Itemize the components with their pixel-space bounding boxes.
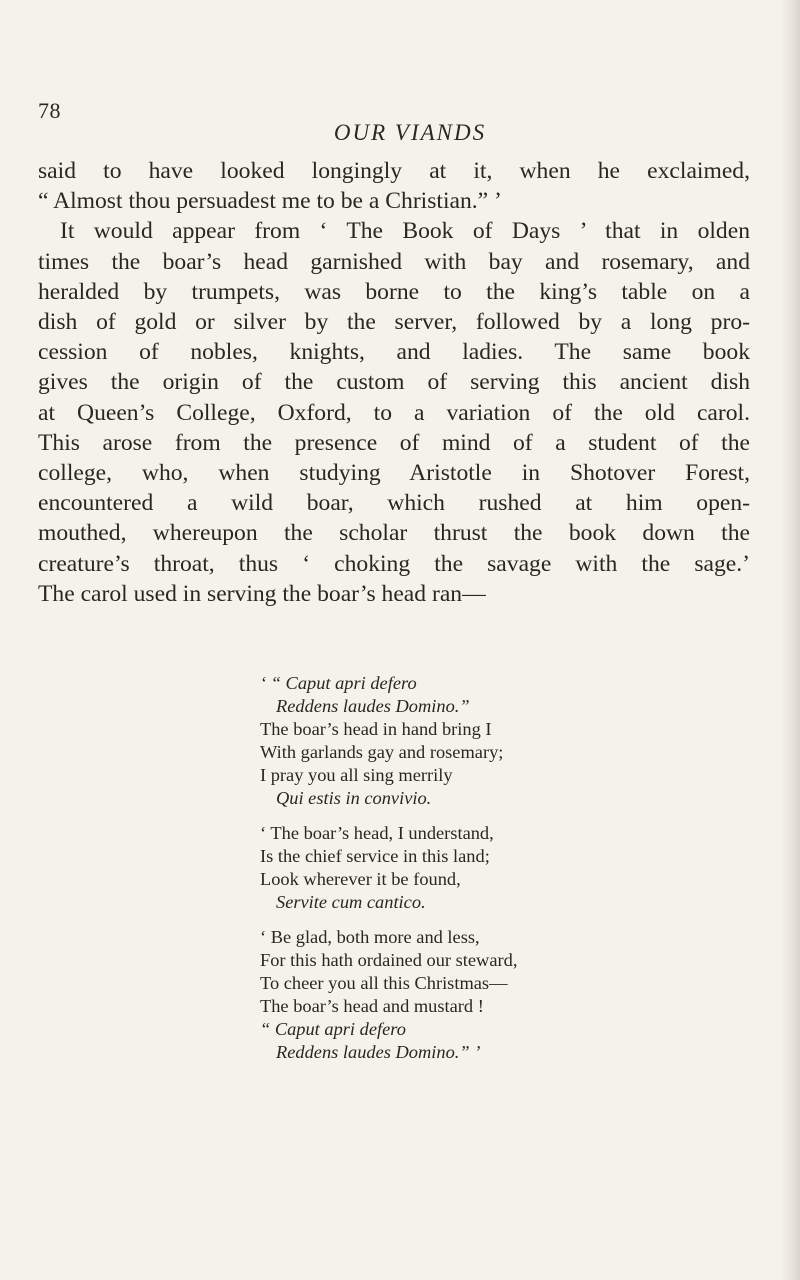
body-line: The carol used in serving the boar’s head ran— <box>38 580 486 607</box>
verse-line: The boar’s head in hand bring I <box>260 719 492 739</box>
body-line: “ Almost thou persuadest me to be a Christian.” ’ <box>38 188 502 215</box>
verse-line: Reddens laudes Domino.” <box>276 696 470 716</box>
verse-line: Is the chief service in this land; <box>260 846 490 866</box>
body-line: This arose from the presence of mind of a student of the <box>38 429 750 456</box>
body-line: said to have looked longingly at it, when he exclaimed, <box>38 158 750 184</box>
body-line: dish of gold or silver by the server, followed by a long pro- <box>38 309 750 336</box>
body-line: mouthed, whereupon the scholar thrust the book down the <box>38 520 750 547</box>
verse-line: The boar’s head and mustard ! <box>260 996 484 1016</box>
stanza <box>260 672 730 810</box>
verse-line: Reddens laudes Domino.” ’ <box>276 1042 481 1062</box>
stanza <box>260 926 730 1064</box>
body-line: It would appear from ‘ The Book of Days ’ that in olden <box>60 218 750 245</box>
verse-line: I pray you all sing merrily <box>260 765 453 785</box>
body-line: times the boar’s head garnished with bay and rosemary, and <box>38 248 750 275</box>
running-head: OUR VIANDS <box>333 120 487 145</box>
body-line: cession of nobles, knights, and ladies. The same book <box>38 339 750 366</box>
verse-line: For this hath ordained our steward, <box>260 950 518 970</box>
body-line: encountered a wild boar, which rushed at him open- <box>38 490 750 517</box>
page-edge <box>782 0 800 1280</box>
verse-line: Qui estis in convivio. <box>276 788 432 808</box>
body-line: creature’s throat, thus ‘ choking the savage with the sage.’ <box>38 550 750 577</box>
verse-line: ‘ The boar’s head, I understand, <box>260 823 494 843</box>
verse-line: ‘ Be glad, both more and less, <box>260 927 480 947</box>
verse-line: With garlands gay and rosemary; <box>260 742 504 762</box>
body-text <box>38 156 750 609</box>
page-number: 78 <box>38 98 61 123</box>
stanza <box>260 822 730 914</box>
verse-line: Servite cum cantico. <box>276 892 426 912</box>
body-line: gives the origin of the custom of serving this ancient dish <box>38 369 750 396</box>
verse-line: ‘ “ Caput apri defero <box>260 673 417 693</box>
verse-line: To cheer you all this Christmas— <box>260 973 508 993</box>
body-line: at Queen’s College, Oxford, to a variation of the old carol. <box>38 399 750 426</box>
body-line: heralded by trumpets, was borne to the king’s table on a <box>38 278 750 305</box>
body-line: college, who, when studying Aristotle in Shotover Forest, <box>38 460 750 487</box>
verse-line: “ Caput apri defero <box>260 1019 406 1039</box>
verse-line: Look wherever it be found, <box>260 869 461 889</box>
carol-verse <box>260 672 730 1076</box>
